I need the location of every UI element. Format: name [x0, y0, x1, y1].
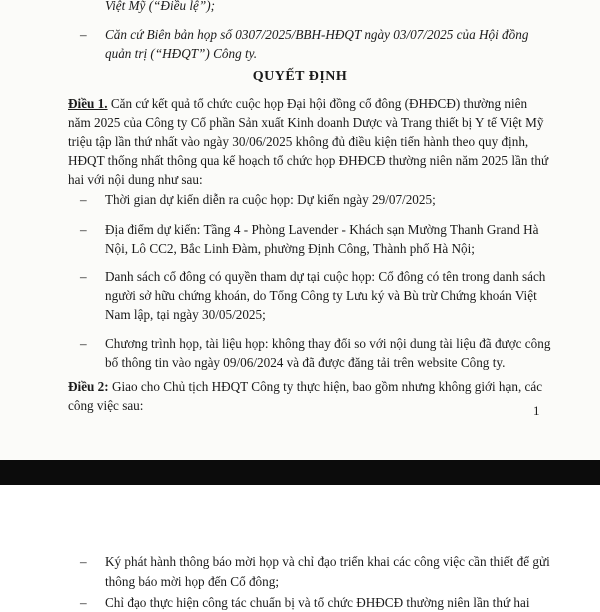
- article-1-line-1: [68, 94, 527, 113]
- bullet-4-line-1: Chương trình họp, tài liệu họp: không thay đổi so với nội dung tài liệu đã được công: [105, 336, 551, 351]
- page-2-bullet-1-line-2: thông báo mời họp đến Cổ đông;: [105, 574, 280, 589]
- article-2-line-1-text: Giao cho Chủ tịch HĐQT Công ty thực hiện, bao gồm nhưng không giới hạn, các: [108, 379, 543, 394]
- bullet-dash: –: [80, 269, 87, 284]
- bullet-4-line-2: bố thông tin vào ngày 09/06/2024 và đã được đăng tải trên website Công ty.: [105, 355, 506, 370]
- article-1-line-2: năm 2025 của Công ty Cổ phần Sản xuất Kinh doanh Dược và Trang thiết bị Y tế Việt Mỹ: [68, 115, 544, 130]
- document-page-2: [0, 485, 600, 610]
- basis-1-tail: Việt Mỹ (“Điều lệ”);: [105, 0, 215, 13]
- bullet-1-line-1: Thời gian dự kiến diễn ra cuộc họp: Dự kiến ngày 29/07/2025;: [105, 192, 436, 207]
- bullet-3-line-3: Nam lập, tại ngày 30/05/2025;: [105, 307, 266, 322]
- basis-2-line-1: Căn cứ Biên bản họp số 0307/2025/BBH-HĐQT ngày 03/07/2025 của Hội đồng: [105, 27, 529, 42]
- basis-2-line-2: quản trị (“HĐQT”) Công ty.: [105, 46, 258, 61]
- article-1-line-4: HĐQT thống nhất thông qua kế hoạch tổ chức họp ĐHĐCĐ thường niên năm 2025 lần thứ: [68, 153, 549, 168]
- article-2-line-1: [68, 377, 542, 396]
- article-1-line-3: triệu tập lần thứ nhất vào ngày 30/06/2025 không đủ điều kiện tiến hành theo quy định,: [68, 134, 529, 149]
- bullet-dash: –: [80, 27, 87, 42]
- bullet-dash: –: [80, 336, 87, 351]
- article-1-label: Điều 1.: [68, 96, 108, 111]
- bullet-dash: –: [80, 192, 87, 207]
- page-2-bullet-2-partial: Chỉ đạo thực hiện công tác chuẩn bị và tổ chức ĐHĐCĐ thường niên lần thứ hai: [105, 595, 530, 610]
- decision-title: QUYẾT ĐỊNH: [252, 69, 348, 84]
- article-1-line-1-text: Căn cứ kết quả tổ chức cuộc họp Đại hội đồng cổ đông (ĐHĐCĐ) thường niên: [107, 96, 528, 111]
- bullet-dash: –: [80, 222, 87, 237]
- article-2-label: Điều 2:: [68, 379, 109, 394]
- article-2-line-2: công việc sau:: [68, 398, 144, 413]
- bullet-dash: –: [80, 595, 87, 610]
- bullet-2-line-1: Địa điểm dự kiến: Tầng 4 - Phòng Lavender - Khách sạn Mường Thanh Grand Hà: [105, 222, 539, 237]
- bullet-dash: –: [80, 554, 87, 569]
- bullet-2-line-2: Nội, Lô CC2, Bắc Linh Đàm, phường Định Công, Thành phố Hà Nội;: [105, 241, 475, 256]
- page-2-bullet-1-line-1: Ký phát hành thông báo mời họp và chỉ đạo triển khai các công việc cần thiết để gửi: [105, 554, 550, 569]
- bullet-3-line-2: người sở hữu chứng khoán, do Tổng Công ty Lưu ký và Bù trừ Chứng khoán Việt: [105, 288, 537, 303]
- page-number: 1: [533, 403, 540, 418]
- bullet-3-line-1: Danh sách cổ đông có quyền tham dự tại cuộc họp: Cổ đông có tên trong danh sách: [105, 269, 546, 284]
- page-separator: [0, 460, 600, 485]
- article-1-line-5: hai với nội dung như sau:: [68, 172, 203, 187]
